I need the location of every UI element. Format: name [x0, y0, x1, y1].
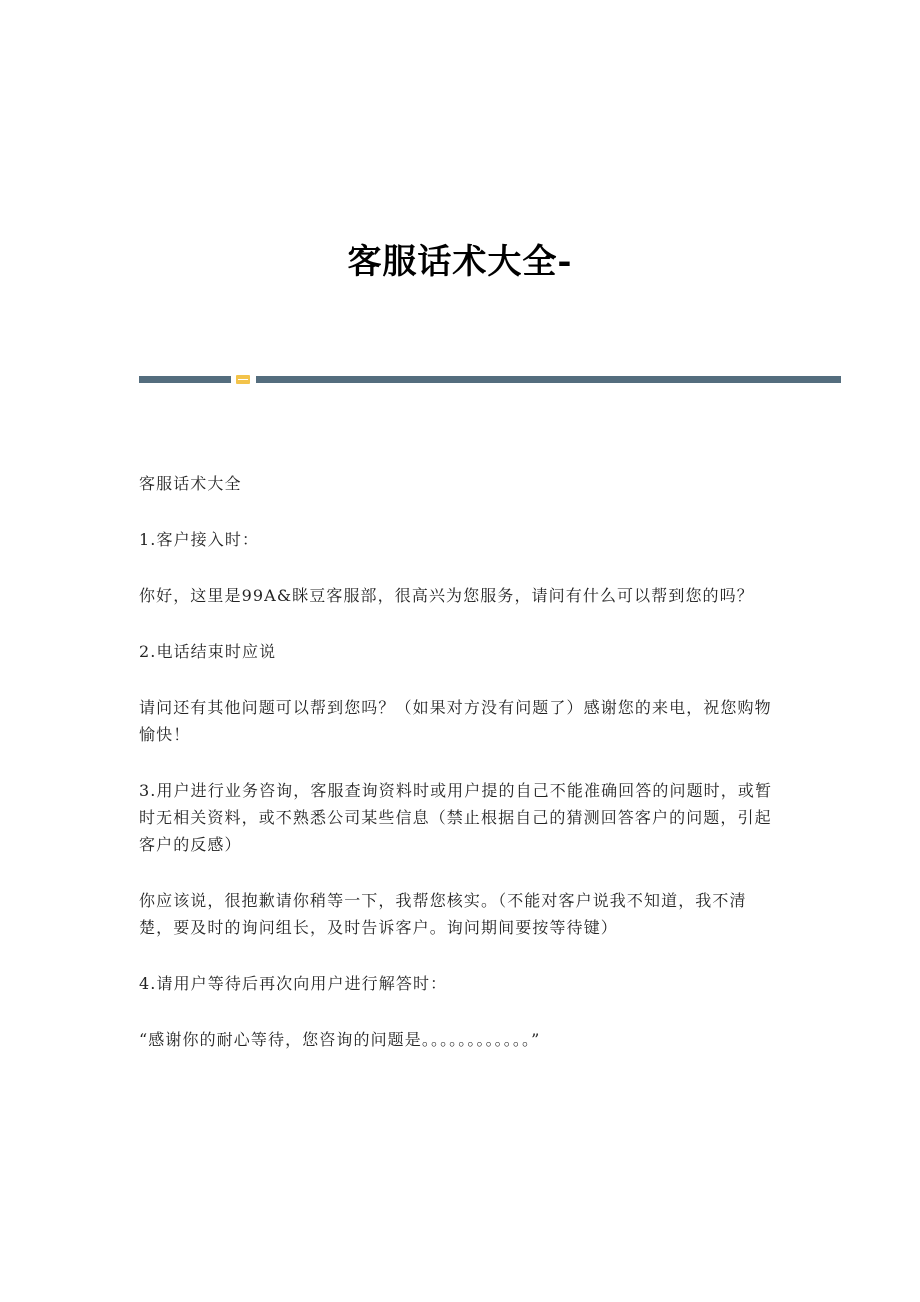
document-body	[139, 470, 779, 1082]
title-divider	[139, 375, 841, 384]
paragraph-2: 你好，这里是99A&眯豆客服部，很高兴为您服务，请问有什么可以帮到您的吗？	[139, 586, 754, 605]
paragraph-6: 你应该说，很抱歉请你稍等一下，我帮您核实。（不能对客户说我不知道，我不清楚，要及时的询问组长，及时告诉客户。询问期间要按等待键）	[139, 891, 747, 937]
paragraph-4: 请问还有其他问题可以帮到您吗？（如果对方没有问题了）感谢您的来电，祝您购物愉快！	[139, 698, 772, 744]
divider-bar-left	[139, 376, 231, 383]
paragraph-3: 2.电话结束时应说	[139, 642, 277, 661]
document-title: 客服话术大全-	[347, 241, 573, 282]
section-heading: 客服话术大全	[139, 474, 242, 493]
divider-marker-icon	[236, 375, 250, 384]
paragraph-7: 4.请用户等待后再次向用户进行解答时：	[139, 974, 448, 993]
paragraph-5: 3.用户进行业务咨询，客服查询资料时或用户提的自己不能准确回答的问题时，或暂时无相关资料，或不熟悉公司某些信息（禁止根据自己的猜测回答客户的问题，引起客户的反感）	[139, 781, 773, 854]
paragraph-1: 1.客户接入时：	[139, 530, 260, 549]
divider-bar-right	[256, 376, 841, 383]
paragraph-8: “感谢你的耐心等待，您咨询的问题是。。。。。。。。。。。。”	[139, 1030, 541, 1049]
